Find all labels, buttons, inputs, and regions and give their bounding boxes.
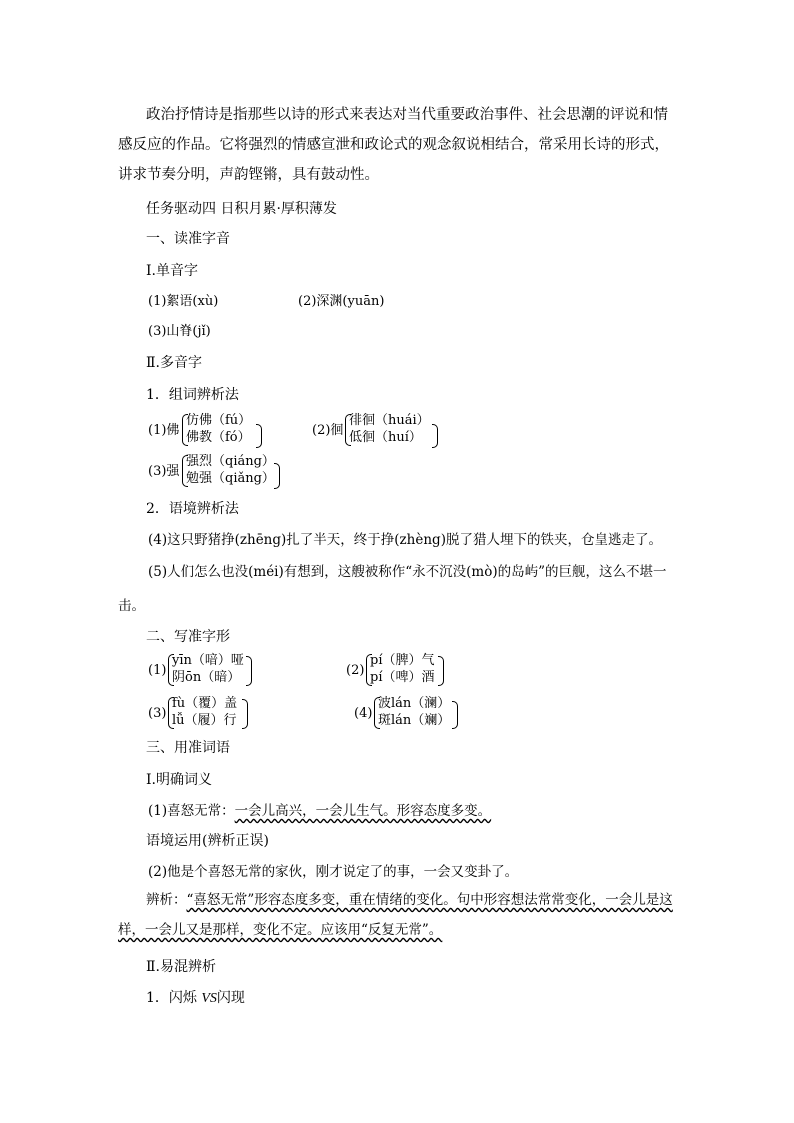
group-1-right-brace xyxy=(256,424,262,448)
analysis-paragraph xyxy=(118,885,678,945)
glyph-2-right-brace xyxy=(438,656,444,686)
glyph-1-label: (1) xyxy=(148,663,167,678)
context-item-4: (4)这只野猪挣(zhēng)扎了半天，终于挣(zhèng)脱了猎人埋下的铁夹，仓皇逃走了。 xyxy=(148,532,662,548)
group-2-right-brace xyxy=(432,424,438,448)
group-2-line-a: 徘徊（huái） xyxy=(349,413,430,428)
context-usage-item: (2)他是个喜怒无常的家伙，刚才说定了的事，一会又变卦了。 xyxy=(148,864,519,880)
glyph-1-line-a: yīn（喑）哑 xyxy=(172,653,244,668)
section-1-title: 一、读准字音 xyxy=(146,231,230,247)
glyph-3-label: (3) xyxy=(148,706,167,721)
method-1-title: 1．组词辨析法 xyxy=(146,387,239,403)
pron-item-2: (2)深渊(yuān) xyxy=(298,294,385,309)
subsection-single-char: Ⅰ.单音字 xyxy=(146,263,198,279)
pron-item-3: (3)山脊(jǐ) xyxy=(148,324,211,339)
glyph-3-line-a: fù（覆）盖 xyxy=(172,696,238,711)
context-usage-title: 语境运用(辨析正误) xyxy=(146,833,269,849)
confusable-pair-1 xyxy=(146,989,245,1008)
task-title: 任务驱动四 日积月累·厚积薄发 xyxy=(146,201,337,217)
subsection-word-meaning: Ⅰ.明确词义 xyxy=(146,772,212,788)
group-2-line-b: 低徊（huí） xyxy=(349,430,422,445)
subsection-confusables: Ⅱ.易混辨析 xyxy=(146,959,216,975)
glyph-2-line-b: pí（啤）酒 xyxy=(370,670,435,685)
group-3-line-b: 勉强（qiǎng） xyxy=(186,471,275,486)
group-1-line-a: 仿佛（fú） xyxy=(186,413,252,428)
glyph-4-line-b: 斑lán（斓） xyxy=(378,713,451,728)
glyph-3-line-b: lǚ（履）行 xyxy=(172,713,237,728)
method-2-title: 2．语境辨析法 xyxy=(146,501,239,517)
group-3-line-a: 强烈（qiáng） xyxy=(186,454,275,469)
pair-1-vs: VS xyxy=(201,991,217,1006)
group-3-right-brace xyxy=(274,463,280,489)
section-2-title: 二、写准字形 xyxy=(146,629,230,645)
group-2-label: (2)徊 xyxy=(312,423,344,438)
glyph-4-line-a: 波lán（澜） xyxy=(378,696,451,711)
glyph-4-label: (4) xyxy=(354,706,373,721)
definition-line xyxy=(148,802,491,820)
glyph-4-right-brace xyxy=(452,701,458,729)
pron-item-1: (1)絮语(xù) xyxy=(148,294,219,309)
definition-text: 一会儿高兴，一会儿生气。形容态度多变。 xyxy=(234,803,492,819)
glyph-2-label: (2) xyxy=(346,663,365,678)
glyph-3-right-brace xyxy=(242,699,248,729)
context-item-5: (5)人们怎么也没(méi)有想到，这艘被称作“永不沉没(mò)的岛屿”的巨舰，这么不堪一击。 xyxy=(118,564,667,614)
group-1-label: (1)佛 xyxy=(148,423,180,438)
section-3-title: 三、用准词语 xyxy=(146,740,230,756)
group-1-line-b: 佛教（fó） xyxy=(186,430,251,445)
analysis-text: “喜怒无常”形容态度多变，重在情绪的变化。句中形容想法常常变化，一会儿是这样，一会儿又是那样，变化不定。应该用“反复无常”。 xyxy=(118,892,673,938)
pair-1-left: 1．闪烁 xyxy=(146,990,202,1006)
analysis-label: 辨析： xyxy=(146,892,187,908)
glyph-1-line-b: 阴ōn（暗） xyxy=(172,670,241,685)
definition-term: (1)喜怒无常： xyxy=(148,803,235,819)
group-3-label: (3)强 xyxy=(148,464,180,479)
pair-1-right: 闪现 xyxy=(216,990,245,1006)
subsection-multi-char: Ⅱ.多音字 xyxy=(146,355,202,371)
glyph-2-line-a: pí（脾）气 xyxy=(370,653,435,668)
intro-paragraph: 政治抒情诗是指那些以诗的形式来表达对当代重要政治事件、社会思潮的评说和情感反应的作品。它将强烈的情感宣泄和政论式的观念叙说相结合，常采用长诗的形式，讲求节奏分明，声韵铿锵，具有鼓动性。 xyxy=(118,107,669,183)
glyph-1-right-brace xyxy=(246,656,252,686)
